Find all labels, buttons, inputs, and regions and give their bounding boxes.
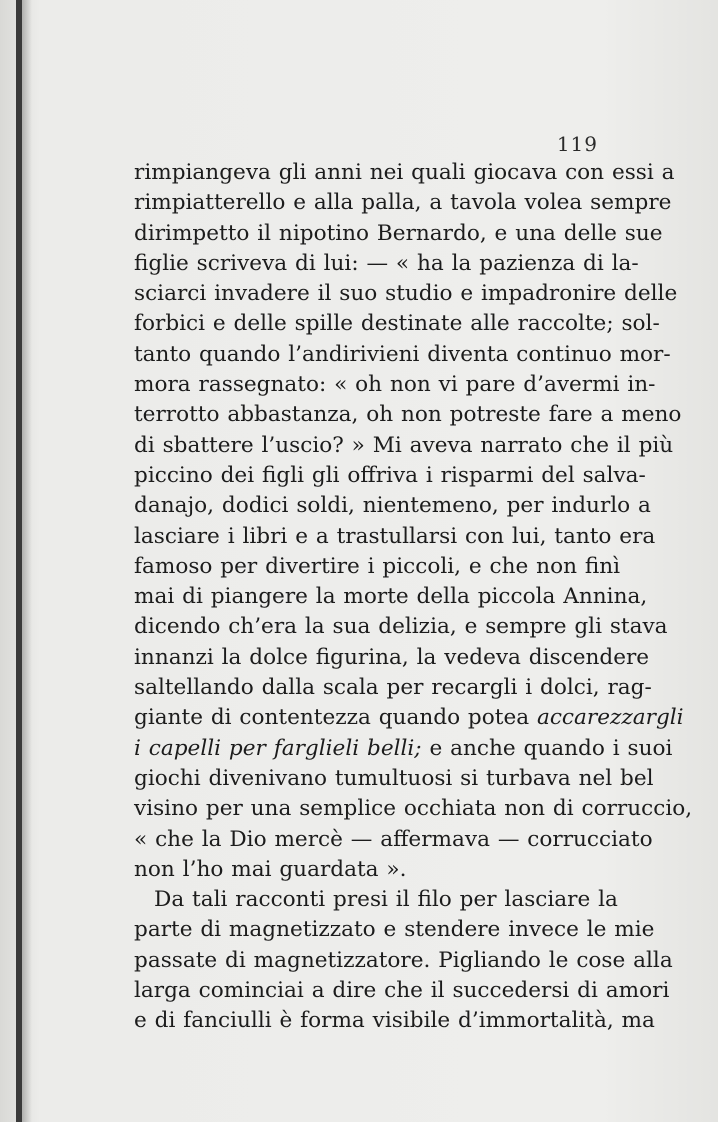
text-line: larga cominciai a dire che il succedersi di amori (134, 978, 670, 1004)
text-line: piccino dei figli gli offriva i risparmi del salva- (134, 462, 646, 488)
text-line (134, 703, 684, 733)
text-span: giante di contentezza quando potea (134, 705, 537, 731)
text-line: mora rassegnato: « oh non vi pare d’avermi in- (134, 372, 656, 398)
text-line: dirimpetto il nipotino Bernardo, e una delle sue (134, 220, 663, 246)
text-line: rimpiatterello e alla palla, a tavola volea sempre (134, 190, 672, 216)
text-line: non l’ho mai guardata ». (134, 856, 407, 882)
text-line: mai di piangere la morte della piccola Annina, (134, 584, 648, 610)
text-line: forbici e delle spille destinate alle raccolte; sol- (134, 311, 660, 337)
page-number: 119 (556, 132, 598, 156)
text-line: di sbattere l’uscio? » Mi aveva narrato che il più (134, 432, 674, 458)
text-line: terrotto abbastanza, oh non potreste fare a meno (134, 402, 682, 428)
italic-text: i capelli per farglieli belli; (134, 735, 422, 761)
binding-shadow (22, 0, 32, 1122)
text-line: innanzi la dolce figurina, la vedeva discendere (134, 644, 650, 670)
text-line: e di fanciulli è forma visibile d’immortalità, ma (134, 1008, 655, 1034)
text-line: figlie scriveva di lui: — « ha la pazienza di la- (134, 250, 639, 276)
text-span: e anche quando i suoi (421, 735, 673, 761)
text-line: lasciare i libri e a trastullarsi con lui, tanto era (134, 523, 656, 549)
text-line (134, 734, 673, 764)
text-line: tanto quando l’andirivieni diventa continuo mor- (134, 341, 671, 367)
text-line: visino per una semplice occhiata non di corruccio, (134, 796, 693, 822)
text-line: parte di magnetizzato e stendere invece le mie (134, 917, 655, 943)
body-text (134, 158, 693, 1037)
text-line: saltellando dalla scala per recargli i dolci, rag- (134, 675, 652, 701)
text-line: danajo, dodici soldi, nientemeno, per indurlo a (134, 493, 651, 519)
text-line: giochi divenivano tumultuosi si turbava nel bel (134, 765, 654, 791)
text-line: sciarci invadere il suo studio e impadronire delle (134, 281, 678, 307)
text-line: « che la Dio mercè — affermava — corrucciato (134, 826, 653, 852)
text-line: dicendo ch’era la sua delizia, e sempre gli stava (134, 614, 668, 640)
text-line: Da tali racconti presi il filo per lasciare la (154, 887, 618, 913)
text-line: famoso per divertire i piccoli, e che non finì (134, 553, 621, 579)
italic-text: accarezzargli (536, 705, 684, 731)
text-line: passate di magnetizzatore. Pigliando le cose alla (134, 947, 673, 973)
text-line: rimpiangeva gli anni nei quali giocava con essi a (134, 160, 675, 185)
